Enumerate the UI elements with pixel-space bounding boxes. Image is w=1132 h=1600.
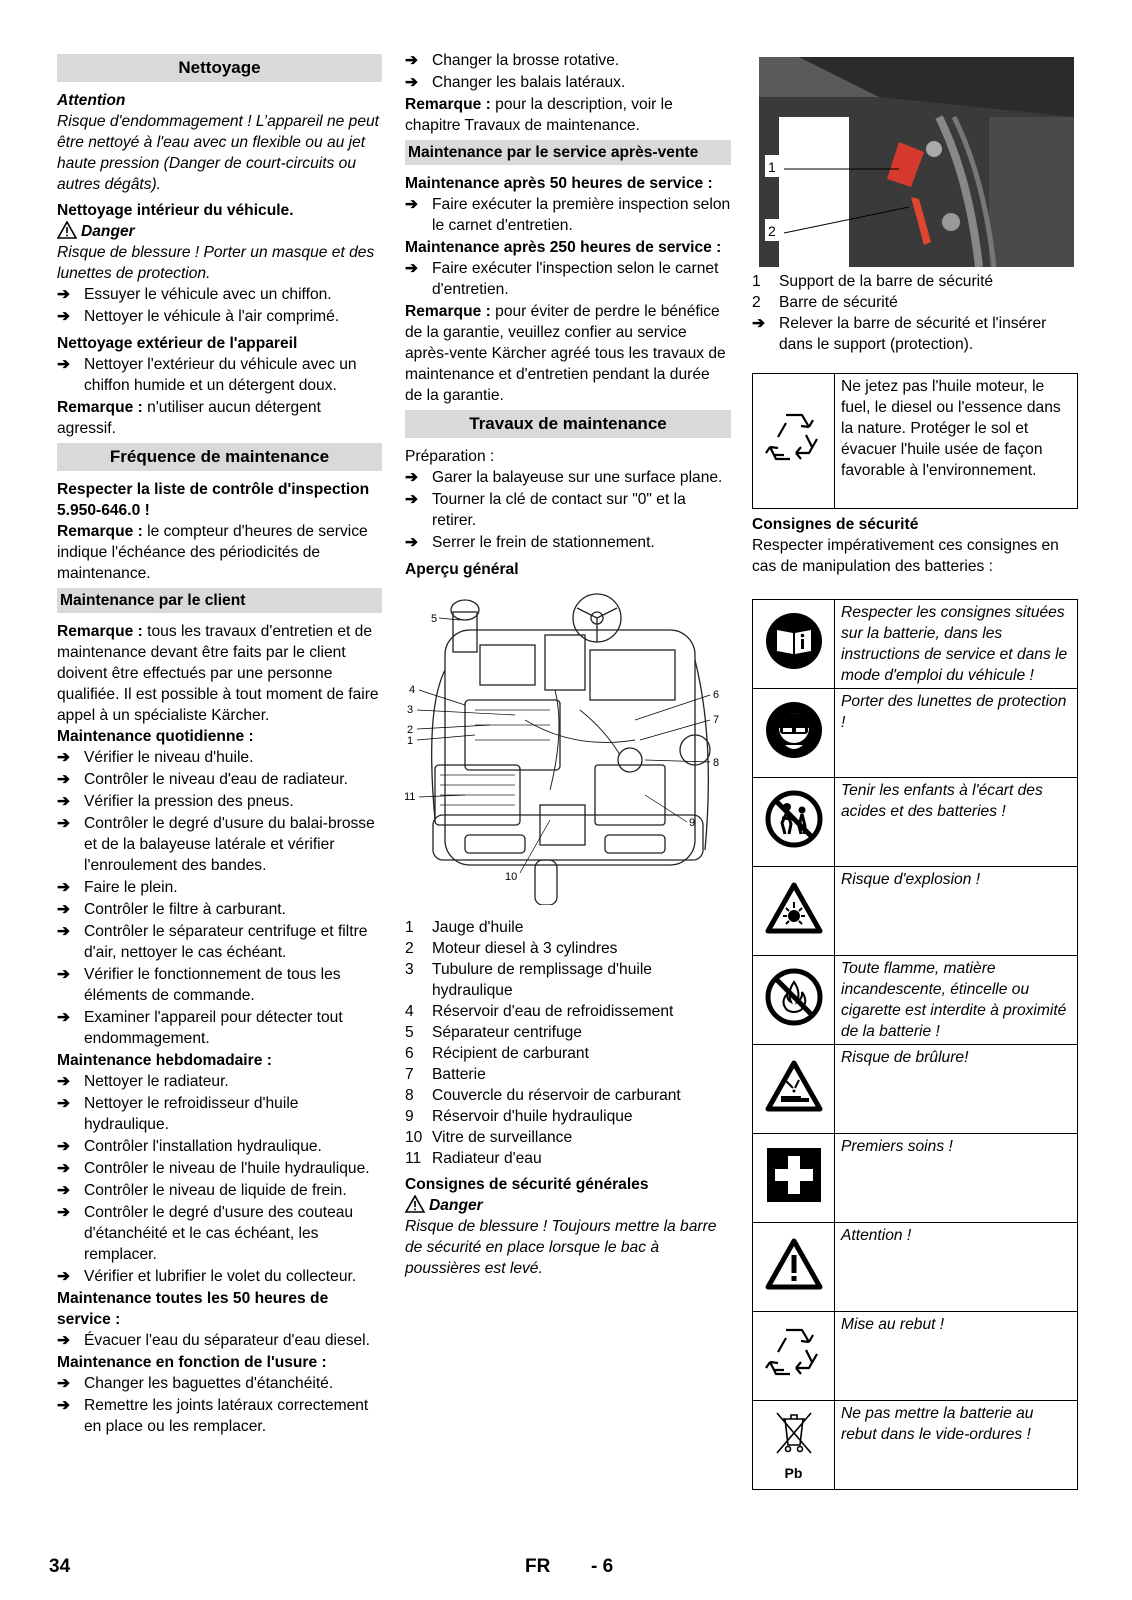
list-item: ➔ Changer la brosse rotative. [405, 52, 620, 69]
list-item: ➔ Évacuer l'eau du séparateur d'eau diesel. [57, 1332, 370, 1349]
goggles-icon [765, 701, 823, 759]
figure-label: 5 [431, 613, 438, 625]
sign-text: Respecter les consignes situées sur la batterie, dans les instructions de service et dans le mode d'emploi du véhicule ! [835, 600, 1078, 689]
left-column [57, 50, 382, 1438]
daily-title: Maintenance quotidienne : [57, 728, 254, 745]
list-item: ➔ Tourner la clé de contact sur "0" et la retirer. [405, 491, 686, 529]
warning-triangle-icon [405, 1195, 425, 1213]
after-250-steps [405, 258, 731, 300]
figure-label: 11 [405, 791, 416, 803]
attention-label: Attention [57, 92, 126, 109]
table-row [753, 778, 1078, 867]
safety-intro: Respecter impérativement ces consignes en cas de manipulation des batteries : [752, 537, 1059, 575]
list-item: 1 Jauge d'huile [405, 919, 524, 936]
photo-label: 1 [768, 159, 776, 175]
list-item: ➔ Contrôler le degré d'usure du balai-brosse et de la balayeuse latérale et vérifier l'enroulement des bandes. [57, 815, 375, 874]
list-item: ➔ Essuyer le véhicule avec un chiffon. [57, 286, 332, 303]
section-title-nettoyage: Nettoyage [57, 54, 382, 82]
list-item: ➔ Nettoyer le véhicule à l'air comprimé. [57, 308, 340, 325]
list-item: 11 Radiateur d'eau [405, 1150, 542, 1167]
pb-label: Pb [784, 1465, 803, 1481]
right-column [752, 50, 1078, 1490]
figure-label: 10 [505, 871, 518, 883]
warning-icon [765, 1238, 823, 1290]
figure-label: 1 [407, 735, 414, 747]
after-50-title: Maintenance après 50 heures de service : [405, 175, 713, 192]
list-item: 2 Moteur diesel à 3 cylindres [405, 940, 618, 957]
danger-heading [57, 221, 382, 242]
figure-label: 3 [407, 704, 414, 716]
section-title-frequence: Fréquence de maintenance [57, 443, 382, 471]
figure-label: 9 [689, 817, 696, 829]
list-item: ➔ Contrôler le filtre à carburant. [57, 901, 286, 918]
sign-text: Toute flamme, matière incandescente, étincelle ou cigarette est interdite à proximité de la batterie ! [835, 956, 1078, 1045]
sign-text: Attention ! [835, 1223, 1078, 1312]
exterior-cleaning-title: Nettoyage extérieur de l'appareil [57, 335, 298, 352]
sign-text: Risque d'explosion ! [835, 867, 1078, 956]
exterior-steps [57, 354, 382, 396]
sign-text: Risque de brûlure! [835, 1045, 1078, 1134]
list-item: 7 Batterie [405, 1066, 486, 1083]
no-trash-icon [769, 1409, 819, 1459]
table-row [753, 956, 1078, 1045]
danger-label: Danger [429, 1197, 483, 1214]
list-item: ➔ Garer la balayeuse sur une surface plane. [405, 469, 723, 486]
safety-bar-photo [759, 57, 1074, 267]
sign-text: Mise au rebut ! [835, 1312, 1078, 1401]
list-item: ➔ Contrôler l'installation hydraulique. [57, 1138, 322, 1155]
danger-heading [405, 1195, 731, 1216]
acid-burn-icon [765, 1060, 823, 1112]
list-item: ➔ Contrôler le degré d'usure des couteau d'étanchéité et le cas échéant, les remplacer. [57, 1204, 354, 1263]
weekly-steps [57, 1071, 382, 1287]
section-title-client: Maintenance par le client [57, 588, 382, 613]
photo-legend [752, 271, 1078, 313]
list-item: ➔ Faire exécuter l'inspection selon le carnet d'entretien. [405, 260, 719, 298]
list-item: ➔ Contrôler le niveau d'eau de radiateur. [57, 771, 348, 788]
list-item: ➔ Vérifier et lubrifier le volet du collecteur. [57, 1268, 357, 1285]
list-item: 5 Séparateur centrifuge [405, 1024, 582, 1041]
interior-cleaning-title: Nettoyage intérieur du véhicule. [57, 202, 294, 219]
manual-icon [765, 612, 823, 670]
figure-label: 2 [407, 724, 414, 736]
description-remark: Remarque : pour la description, voir le chapitre Travaux de maintenance. [405, 96, 673, 134]
list-item: ➔ Contrôler le niveau de l'huile hydraulique. [57, 1160, 370, 1177]
fifty-hours-title: Maintenance toutes les 50 heures de service : [57, 1290, 329, 1328]
list-item: ➔ Serrer le frein de stationnement. [405, 534, 655, 551]
parts-list [405, 917, 731, 1169]
list-item: ➔ Examiner l'appareil pour détecter tout endommagement. [57, 1009, 343, 1047]
sign-text: Ne pas mettre la batterie au rebut dans le vide-ordures ! [835, 1401, 1078, 1490]
list-item: 3 Tubulure de remplissage d'huile hydraulique [405, 961, 652, 999]
sign-text: Porter des lunettes de protection ! [835, 689, 1078, 778]
table-row [753, 1045, 1078, 1134]
warning-triangle-icon [57, 221, 77, 239]
table-row [753, 1401, 1078, 1490]
preparation-steps [405, 467, 731, 553]
general-safety-title: Consignes de sécurité générales [405, 1176, 649, 1193]
table-row [753, 1134, 1078, 1223]
environment-notice [752, 373, 1078, 509]
list-item: 8 Couvercle du réservoir de carburant [405, 1087, 681, 1104]
no-fire-icon [765, 968, 823, 1026]
environment-text: Ne jetez pas l'huile moteur, le fuel, le diesel ou l'essence dans la nature. Protéger le sol et évacuer l'huile usée de façon favorable à l'environnement. [835, 374, 1078, 509]
table-row [753, 1223, 1078, 1312]
battery-safety-table [752, 599, 1078, 1490]
top-steps [405, 50, 731, 93]
language-code: FR [525, 1556, 551, 1577]
table-row [753, 867, 1078, 956]
daily-steps [57, 747, 382, 1049]
list-item: ➔ Changer les baguettes d'étanchéité. [57, 1375, 334, 1392]
list-item: ➔ Nettoyer le radiateur. [57, 1073, 229, 1090]
client-remark: Remarque : tous les travaux d'entretien et de maintenance devant être faits par le client doivent être effectués par une personne qualifiée. Il est possible à tout moment de faire appel à un spécialiste Kärcher. [57, 623, 379, 724]
list-item: 6 Récipient de carburant [405, 1045, 589, 1062]
weekly-title: Maintenance hebdomadaire : [57, 1052, 272, 1069]
list-item: 10 Vitre de surveillance [405, 1129, 573, 1146]
page-number: 34 [49, 1556, 71, 1577]
attention-text: Risque d'endommagement ! L’appareil ne peut être nettoyé à l'eau avec un flexible ou au jet haute pression (Danger de court-circuits ou autres dégâts). [57, 113, 379, 193]
warranty-remark: Remarque : pour éviter de perdre le bénéfice de la garantie, veuillez confier au service après-vente Kärcher agréé tous les travaux de maintenance et d'entretien pendant la durée de la garantie. [405, 303, 726, 404]
section-title-travaux: Travaux de maintenance [405, 410, 731, 438]
list-item: ➔ Faire le plein. [57, 879, 178, 896]
list-item: ➔ Remettre les joints latéraux correctement en place ou les remplacer. [57, 1397, 369, 1435]
list-item: 1 Support de la barre de sécurité [752, 273, 994, 290]
sign-text: Tenir les enfants à l'écart des acides et des batteries ! [835, 778, 1078, 867]
list-item: ➔ Vérifier le fonctionnement de tous les éléments de commande. [57, 966, 341, 1004]
table-row [753, 689, 1078, 778]
sign-text: Premiers soins ! [835, 1134, 1078, 1223]
middle-column [405, 50, 731, 1279]
section-page: - 6 [591, 1556, 614, 1577]
after-250-title: Maintenance après 250 heures de service : [405, 239, 722, 256]
wear-steps [57, 1373, 382, 1437]
recycle-icon [764, 1324, 824, 1382]
explosion-icon [765, 882, 823, 934]
list-item: ➔ Nettoyer l'extérieur du véhicule avec un chiffon humide et un détergent doux. [57, 356, 357, 394]
figure-label: 4 [409, 684, 416, 696]
no-children-icon [765, 790, 823, 848]
danger-text: Risque de blessure ! Porter un masque et des lunettes de protection. [57, 244, 375, 282]
list-item: 4 Réservoir d'eau de refroidissement [405, 1003, 674, 1020]
danger-label: Danger [81, 223, 135, 240]
section-title-sav: Maintenance par le service après-vente [405, 140, 731, 165]
table-row [753, 1312, 1078, 1401]
list-item: ➔ Faire exécuter la première inspection selon le carnet d'entretien. [405, 196, 731, 234]
danger-text: Risque de blessure ! Toujours mettre la barre de sécurité en place lorsque le bac à poussières est levé. [405, 1218, 717, 1277]
list-item: 2 Barre de sécurité [752, 294, 898, 311]
interior-steps [57, 284, 382, 327]
inspection-checklist: Respecter la liste de contrôle d'inspection 5.950-646.0 ! [57, 481, 370, 519]
wear-title: Maintenance en fonction de l'usure : [57, 1354, 327, 1371]
list-item: ➔ Vérifier le niveau d'huile. [57, 749, 254, 766]
safety-title: Consignes de sécurité [752, 516, 919, 533]
figure-label: 7 [713, 714, 720, 726]
preparation-label: Préparation : [405, 448, 495, 465]
exterior-remark: Remarque : n'utiliser aucun détergent agressif. [57, 399, 321, 437]
counter-remark: Remarque : le compteur d'heures de service indique l'échéance des périodicités de maintenance. [57, 523, 368, 582]
recycle-icon [764, 409, 824, 467]
list-item: ➔ Contrôler le séparateur centrifuge et filtre d'air, nettoyer le cas échéant. [57, 923, 368, 961]
list-item: ➔ Changer les balais latéraux. [405, 74, 626, 91]
figure-label: 6 [713, 689, 720, 701]
list-item: ➔ Vérifier la pression des pneus. [57, 793, 294, 810]
photo-steps [752, 313, 1078, 355]
list-item: ➔ Nettoyer le refroidisseur d'huile hydraulique. [57, 1095, 299, 1133]
fifty-hours-steps [57, 1330, 382, 1351]
list-item: ➔ Relever la barre de sécurité et l'insérer dans le support (protection). [752, 315, 1047, 353]
list-item: 9 Réservoir d'huile hydraulique [405, 1108, 633, 1125]
after-50-steps [405, 194, 731, 236]
engine-overview-diagram [405, 590, 725, 905]
figure-label: 8 [713, 757, 720, 769]
first-aid-icon [767, 1148, 821, 1202]
table-row [753, 600, 1078, 689]
overview-title: Aperçu général [405, 561, 519, 578]
list-item: ➔ Contrôler le niveau de liquide de frein. [57, 1182, 347, 1199]
photo-label: 2 [768, 223, 776, 239]
